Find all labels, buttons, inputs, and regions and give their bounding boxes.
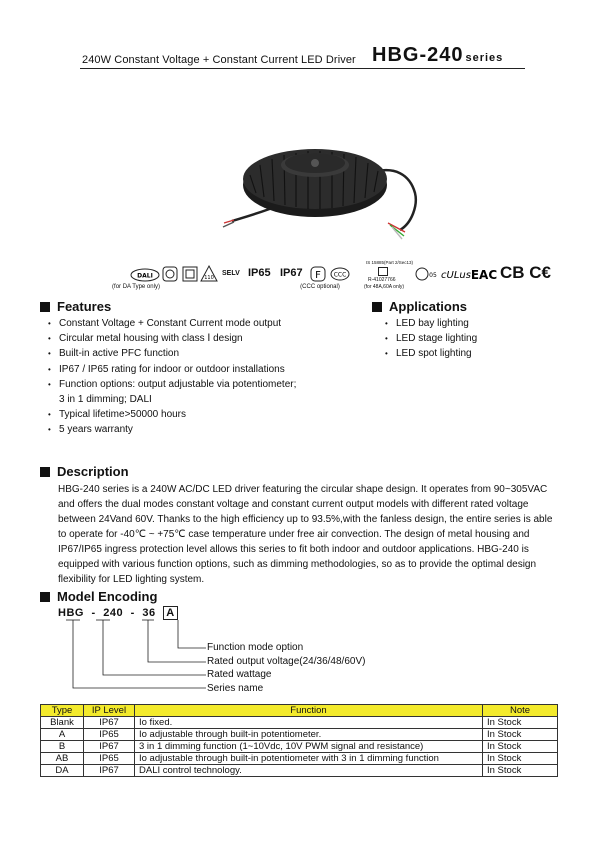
svg-text:EAC: EAC [470,268,498,282]
column-header-type: Type [41,705,84,717]
model-code [58,606,178,620]
list-item: • 5 years warranty [48,422,296,437]
kc-mark-icon [415,267,439,281]
header-divider [80,68,525,69]
list-item: • Function options: output adjustable via potentiometer; [48,377,296,392]
code-function: A [163,606,177,620]
applications-list [385,316,477,362]
column-header-ip-level: IP Level [84,705,135,717]
list-item: • LED stage lighting [385,331,477,346]
list-item: • Circular metal housing with class Ⅰ design [48,331,296,346]
ip65-mark: IP65 [248,267,271,279]
list-item: • Constant Voltage + Constant Current mode output [48,316,296,331]
applications-heading: Applications [372,299,467,314]
list-item: • Built-in active PFC function [48,346,296,361]
table-row: A IP65 Io adjustable through built-in potentiometer. In Stock [41,729,558,741]
svg-text:DALI: DALI [137,272,153,280]
ccc-mark-icon [330,267,350,281]
code-wattage: 240 [103,607,124,619]
column-header-function: Function [135,705,483,717]
list-item: 3 in 1 dimming; DALI [59,394,152,406]
ul-mark-icon [443,266,469,282]
f-mark-icon [310,266,326,282]
list-item: • IP67 / IP65 rating for indoor or outdoor installations [48,362,296,377]
ccc-note: (CCC optional) [300,284,340,290]
encoding-label-series: Series name [207,683,264,694]
type-table [40,704,558,777]
table-row: AB IP65 Io adjustable through built-in potentiometer with 3 in 1 dimming function In Stock [41,753,558,765]
ip67-mark: IP67 [280,267,303,279]
bullet-square-icon [40,592,50,602]
certification-marks [112,260,570,302]
model-title [372,44,503,67]
description-text: HBG-240 series is a 240W AC/DC LED driver featuring the circular shape design. It operates from 90~305VAC and offers the dual modes constant voltage and constant current output models with different rated voltage between 24Vand 60V. Thanks to the high efficiency up to 93.5%,with the fanless design, the entire series is able to operate for -40℃ ~ +75℃ case temperature under free air convection. The design of metal housing and IP67/IP65 ingress protection level allows this series to fit both indoor and outdoor applications. HBG-240 is equipped with various function options, such as dimming methodologies, so as to provide the optimal design flexibility for LED lighting system. [58,484,553,585]
bullet-square-icon [372,302,382,312]
svg-text:05: 05 [429,272,437,279]
temperature-warning-icon [200,265,218,282]
list-item: • LED spot lighting [385,346,477,361]
document-subtitle: 240W Constant Voltage + Constant Current LED Driver [82,54,356,66]
description-heading: Description [40,464,129,479]
encoding-label-voltage: Rated output voltage(24/36/48/60V) [207,656,366,667]
features-list [48,316,296,438]
features-heading: Features [40,299,111,314]
table-row: Blank IP67 Io fixed. In Stock [41,717,558,729]
list-item: • Typical lifetime>50000 hours [48,407,296,422]
model-name: HBG-240 [372,44,464,66]
eac-mark-icon [472,266,496,282]
dali-logo-icon [130,268,160,282]
dali-note: (for DA Type only) [112,284,160,290]
model-encoding-heading: Model Encoding [40,589,157,604]
svg-text:110: 110 [204,275,214,281]
table-header-row [41,705,558,717]
selv-mark: SELV [222,270,240,277]
table-row: DA IP67 DALI control technology. In Stock [41,765,558,777]
table-row: B IP67 3 in 1 dimming function (1~10Vdc, 10V PWM signal and resistance) In Stock [41,741,558,753]
bis-mark-icon [378,267,388,276]
code-series: HBG [58,607,84,619]
class-one-icon [182,266,198,282]
list-item: • LED bay lighting [385,316,477,331]
r-note: (for 48A,60A only) [364,284,405,290]
code-dash: - [130,607,135,619]
r-number: R-41027766 [368,277,396,283]
certification-mark-icon [162,266,178,282]
cb-ce-mark: CB C€ [500,263,552,282]
bullet-square-icon [40,467,50,477]
is-standard: IS 15885(Part 2/Sec13) [366,260,414,265]
code-voltage: 36 [142,607,156,619]
code-dash: - [91,607,96,619]
model-series: series [465,52,504,64]
product-image [220,135,420,245]
svg-text:cULus: cULus [441,270,471,281]
encoding-label-wattage: Rated wattage [207,669,272,680]
svg-text:F: F [315,270,321,281]
svg-text:CCC: CCC [333,271,347,279]
encoding-leader-lines [58,620,208,695]
bullet-square-icon [40,302,50,312]
column-header-note: Note [483,705,558,717]
encoding-label-function: Function mode option [207,642,304,653]
